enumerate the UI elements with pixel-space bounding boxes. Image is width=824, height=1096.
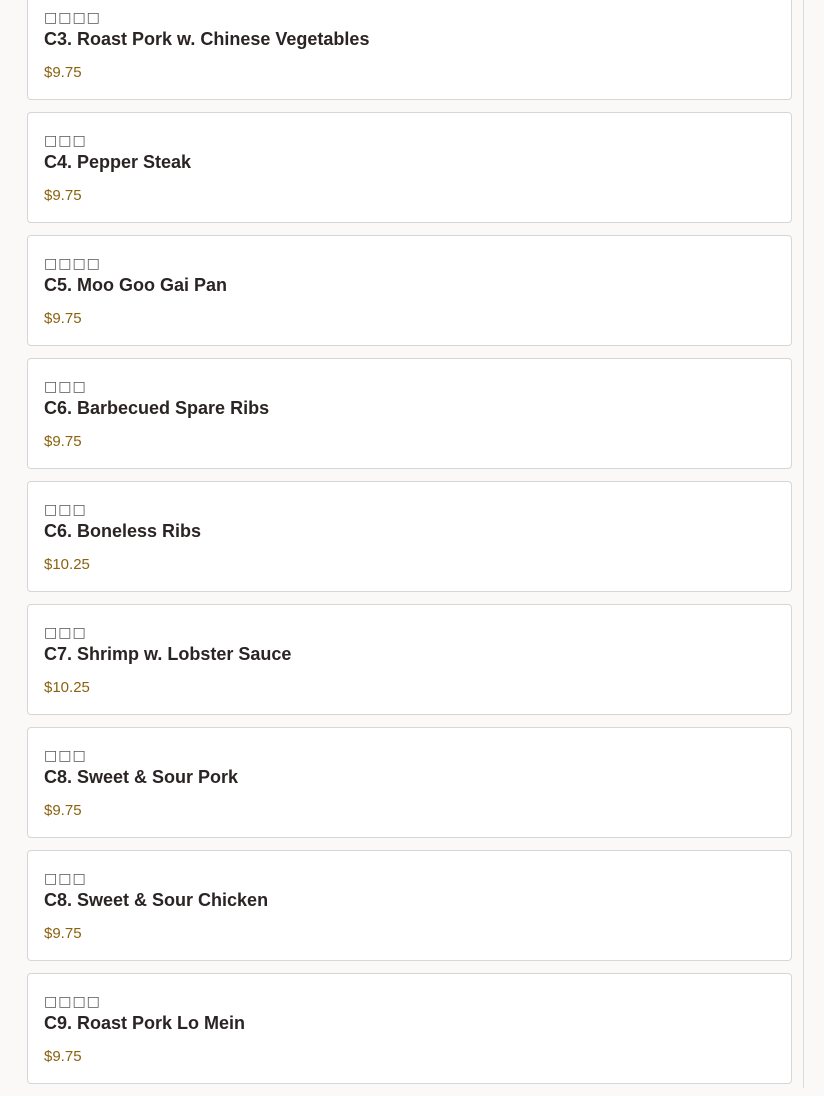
item-price: $9.75 xyxy=(44,433,82,450)
item-price: $9.75 xyxy=(44,310,82,327)
menu-item-card[interactable] xyxy=(27,112,792,223)
item-price: $9.75 xyxy=(44,802,82,819)
menu-item-card[interactable] xyxy=(27,358,792,469)
item-name: C6. Barbecued Spare Ribs xyxy=(44,398,270,418)
item-chinese-name: □□□□ xyxy=(44,256,101,272)
item-price: $9.75 xyxy=(44,925,82,942)
menu-item-card[interactable] xyxy=(27,481,792,592)
item-name: C8. Sweet & Sour Pork xyxy=(44,767,239,787)
menu-item-card[interactable] xyxy=(27,235,792,346)
menu-item-card[interactable] xyxy=(27,727,792,838)
item-chinese-name: □□□ xyxy=(44,379,87,395)
menu-item-card[interactable] xyxy=(27,850,792,961)
item-price: $10.25 xyxy=(44,556,90,573)
item-price: $9.75 xyxy=(44,1048,82,1065)
item-name: C7. Shrimp w. Lobster Sauce xyxy=(44,644,292,664)
menu-item-card[interactable] xyxy=(27,604,792,715)
item-chinese-name: □□□□ xyxy=(44,10,101,26)
item-name: C9. Roast Pork Lo Mein xyxy=(44,1013,246,1033)
item-price: $9.75 xyxy=(44,187,82,204)
item-chinese-name: □□□□ xyxy=(44,994,101,1010)
menu-item-list xyxy=(27,0,792,1096)
item-chinese-name: □□□ xyxy=(44,748,87,764)
item-chinese-name: □□□ xyxy=(44,133,87,149)
menu-item-card[interactable] xyxy=(27,973,792,1084)
item-name: C6. Boneless Ribs xyxy=(44,521,202,541)
item-price: $9.75 xyxy=(44,64,82,81)
item-price: $10.25 xyxy=(44,679,90,696)
item-chinese-name: □□□ xyxy=(44,871,87,887)
item-name: C5. Moo Goo Gai Pan xyxy=(44,275,228,295)
item-chinese-name: □□□ xyxy=(44,502,87,518)
menu-item-card[interactable] xyxy=(27,0,792,100)
item-chinese-name: □□□ xyxy=(44,625,87,641)
item-name: C3. Roast Pork w. Chinese Vegetables xyxy=(44,29,370,49)
item-name: C8. Sweet & Sour Chicken xyxy=(44,890,269,910)
item-name: C4. Pepper Steak xyxy=(44,152,192,172)
